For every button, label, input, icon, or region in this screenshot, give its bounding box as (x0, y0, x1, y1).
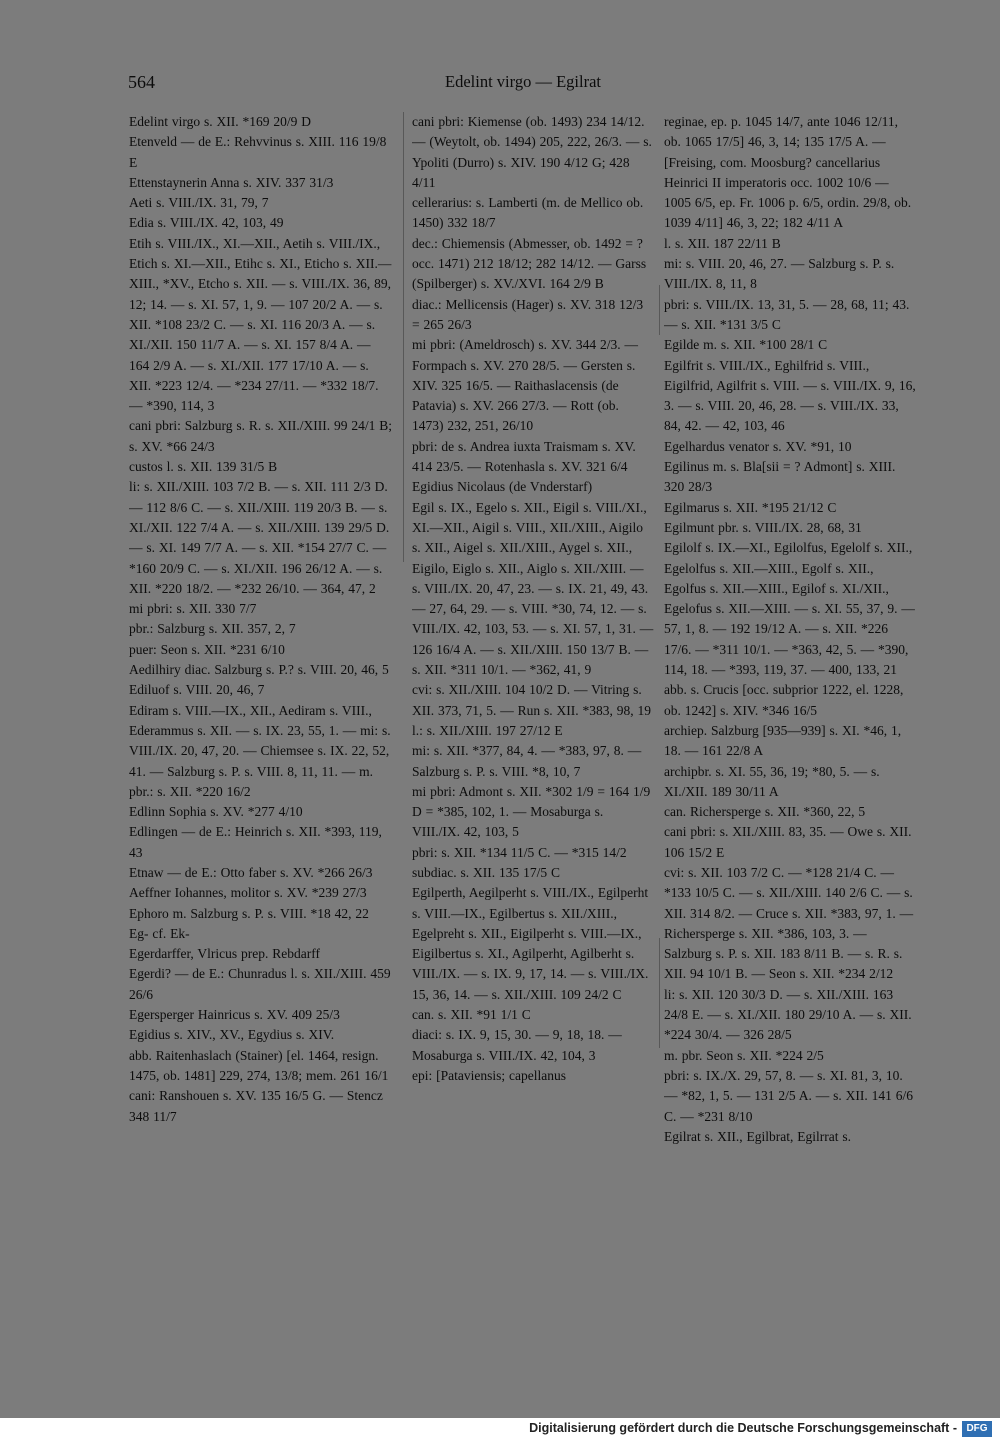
index-entry: Egerdi? — de E.: Chunradus l. s. XII./XIII. 459 26/6 (129, 966, 391, 1002)
index-entry: archipbr. s. XI. 55, 36, 19; *80, 5. — s. XI./XII. 189 30/11 A (664, 763, 880, 799)
index-entry: Egilinus m. s. Bla[sii = ? Admont] s. XIII. 320 28/3 (664, 459, 896, 495)
index-entry: Eg- cf. Ek- (129, 925, 190, 941)
index-entry: cani pbri: Salzburg s. R. s. XII./XIII. 99 24/1 B; s. XV. *66 24/3 (129, 418, 392, 454)
page-number: 564 (128, 72, 155, 92)
index-entry: mi pbri: Admont s. XII. *302 1/9 = 164 1/9 D = *385, 102, 1. — Mosaburga s. VIII./IX. 42, 103, 5 (412, 783, 651, 840)
index-entry: li: s. XII./XIII. 103 7/2 B. — s. XII. 111 2/3 D. — 112 8/6 C. — s. XII./XIII. 119 20/3 B. — s. XI./XII. 122 7/4 A. — s. XII./XIII. 139 29/5 D. — s. XI. 149 7/7 A. — s. XII. *154 27/7 C. — *160 20/9 C. — s. XI./XII. 196 26/12 A. — s. XII. *220 18/2. — *232 26/10. — 364, 47, 2 (129, 479, 390, 596)
index-entry: pbri: s. VIII./IX. 13, 31, 5. — 28, 68, 11; 43. — s. XII. *131 3/5 C (664, 296, 910, 332)
column-rule (659, 938, 660, 1048)
text-column-middle (412, 112, 654, 1277)
text-column-right (664, 112, 918, 1277)
index-entry: Edlingen — de E.: Heinrich s. XII. *393, 119, 43 (129, 824, 382, 860)
index-entry: cvi: s. XII. 103 7/2 C. — *128 21/4 C. — *133 10/5 C. — s. XII./XIII. 140 2/6 C. — s. XII. 314 8/2. — Cruce s. XII. *383, 97, 1. — Richersperge s. XII. *386, 103, 3. — Salzburg s. P. s. XII. 183 8/11 B. — s. R. s. XII. 94 10/1 B. — Seon s. XII. *234 2/12 (664, 864, 914, 982)
index-entry: cani: Ranshouen s. XV. 135 16/5 G. — Stencz 348 11/7 (129, 1088, 383, 1124)
index-entry: diac.: Mellicensis (Hager) s. XV. 318 12/3 = 265 26/3 (412, 296, 644, 332)
index-entry: custos l. s. XII. 139 31/5 B (129, 459, 278, 475)
index-entry: m. pbr. Seon s. XII. *224 2/5 (664, 1047, 824, 1063)
index-entry: subdiac. s. XII. 135 17/5 C (412, 864, 560, 880)
index-entry: Edelint virgo s. XII. *169 20/9 D (129, 114, 311, 129)
index-entry: reginae, ep. p. 1045 14/7, ante 1046 12/11, ob. 1065 17/5] 46, 3, 14; 135 17/5 A. — [Freising, com. Moosburg? cancellarius Heinrici II imperatoris occ. 1002 10/6 — 1005 6/5, ep. Fr. 1006 p. 6/5, ordin. 29/8, ob. 1039 4/11] 46, 3, 22; 182 4/11 A (664, 114, 912, 231)
index-entry: dec.: Chiemensis (Abmesser, ob. 1492 = ? occ. 1471) 212 18/12; 282 14/12. — Garss (Spilberger) s. XV./XVI. 164 2/9 B (412, 235, 647, 292)
index-entry: l.: s. XII./XIII. 197 27/12 E (412, 722, 563, 738)
footer-bar (0, 1418, 1000, 1440)
index-entry: can. s. XII. *91 1/1 C (412, 1007, 531, 1023)
running-title: Edelint virgo — Egilrat (445, 72, 601, 91)
index-entry: pbri: s. XII. *134 11/5 C. — *315 14/2 (412, 844, 627, 860)
index-entry: Aedilhiry diac. Salzburg s. P.? s. VIII. 20, 46, 5 (129, 662, 389, 678)
index-entry: diaci: s. IX. 9, 15, 30. — 9, 18, 18. — Mosaburga s. VIII./IX. 42, 104, 3 (412, 1027, 622, 1063)
index-entry: Egilmarus s. XII. *195 21/12 C (664, 499, 837, 515)
index-entry: Edlinn Sophia s. XV. *277 4/10 (129, 804, 303, 820)
index-entry: Egidius s. XIV., XV., Egydius s. XIV. (129, 1027, 335, 1043)
index-entry: Edia s. VIII./IX. 42, 103, 49 (129, 215, 284, 231)
index-entry: abb. Raitenhaslach (Stainer) [el. 1464, resign. 1475, ob. 1481] 229, 274, 13/8; mem. 261 16/1 (129, 1047, 389, 1083)
index-entry: mi pbri: s. XII. 330 7/7 (129, 601, 257, 617)
index-entry: Egelhardus venator s. XV. *91, 10 (664, 438, 852, 454)
index-entry: Ediluof s. VIII. 20, 46, 7 (129, 682, 265, 698)
page-header (128, 72, 918, 98)
index-entry: Etih s. VIII./IX., XI.—XII., Aetih s. VIII./IX., Etich s. XI.—XII., Etihc s. XI., Eticho s. XII.—XIII., *XV., Etcho s. XII. — s. VIII./IX. 36, 89, 12; 14. — s. XI. 57, 1, 9. — 107 20/2 A. — s. XII. *108 23/2 C. — s. XI. 116 20/3 A. — s. XI./XII. 150 11/7 A. — s. XI. 157 8/4 A. — 164 2/9 A. — s. XI./XII. 177 17/10 A. — s. XII. *223 12/4. — *234 27/11. — *332 18/7. — *390, 114, 3 (129, 235, 392, 414)
index-entry: Egilrat s. XII., Egilbrat, Egilrrat s. (664, 1128, 851, 1144)
index-entry: Ephoro m. Salzburg s. P. s. VIII. *18 42, 22 (129, 905, 369, 921)
index-entry: archiep. Salzburg [935—939] s. XI. *46, 1, 18. — 161 22/8 A (664, 722, 902, 759)
index-entry: Egil s. IX., Egelo s. XII., Eigil s. VIII./XI., XI.—XII., Aigil s. VIII., XII./XIII., Aigilo s. XII., Aigel s. XII./XIII., Aygel s. XII., Eigilo, Eiglo s. XII., Aiglo s. XII./XIII. — s. VIII./IX. 20, 47, 23. — s. IX. 21, 49, 43. — 27, 64, 29. — s. VIII. *30, 74, 12. — s. VIII./IX. 42, 103, 53. — s. XI. 57, 1, 31. — 126 16/4 A. — s. XII./XIII. 150 13/7 B. — s. XII. *311 10/1. — *362, 41, 9 (412, 499, 654, 678)
index-entry: pbr.: Salzburg s. XII. 357, 2, 7 (129, 621, 296, 637)
index-entry: Etenveld — de E.: Rehvvinus s. XIII. 116 19/8 E (129, 134, 387, 170)
index-entry: li: s. XII. 120 30/3 D. — s. XII./XIII. 163 24/8 E. — s. XI./XII. 180 29/10 A. — s. XII. *224 30/4. — 326 28/5 (664, 986, 912, 1043)
funding-notice: Digitalisierung gefördert durch die Deutsche Forschungsgemeinschaft - (529, 1421, 957, 1435)
index-entry: Egidius Nicolaus (de Vnderstarf) (412, 479, 593, 495)
index-entry: Aeffner Iohannes, molitor s. XV. *239 27/3 (129, 885, 367, 901)
index-entry: cellerarius: s. Lamberti (m. de Mellico ob. 1450) 332 18/7 (412, 195, 644, 231)
index-entry: Egilde m. s. XII. *100 28/1 C (664, 337, 828, 353)
index-entry: Egersperger Hainricus s. XV. 409 25/3 (129, 1007, 340, 1023)
index-entry: mi: s. XII. *377, 84, 4. — *383, 97, 8. — Salzburg s. P. s. VIII. *8, 10, 7 (412, 743, 642, 779)
index-entry: cani pbri: Kiemense (ob. 1493) 234 14/12. — (Weytolt, ob. 1494) 205, 222, 26/3. — s. Ypoliti (Durro) s. XIV. 190 4/12 G; 428 4/11 (412, 114, 652, 190)
index-entry: Egerdarffer, Vlricus prep. Rebdarff (129, 946, 321, 962)
index-entry: abb. s. Crucis [occ. subprior 1222, el. 1228, ob. 1242] s. XIV. *346 16/5 (664, 682, 904, 718)
index-entry: pbri: de s. Andrea iuxta Traismam s. XV. 414 23/5. — Rotenhasla s. XV. 321 6/4 (412, 438, 636, 475)
index-entry: pbri: s. IX./X. 29, 57, 8. — s. XI. 81, 3, 10. — *82, 1, 5. — 131 2/5 A. — s. XII. 141 6/6 C. — *231 8/10 (664, 1067, 913, 1124)
index-entry: puer: Seon s. XII. *231 6/10 (129, 641, 285, 657)
index-entry: Egilperth, Aegilperht s. VIII./IX., Egilperht s. VIII.—IX., Egilbertus s. XII./XIII., Egelpreht s. XII., Eigilperht s. VIII.—IX., Eigilbertus s. XI., Agilperht, Agilberht s. VIII./IX. — s. IX. 9, 17, 14. — s. VIII./IX. 15, 36, 14. — s. XII./XIII. 109 24/2 C (412, 885, 649, 1002)
index-entry: can. Richersperge s. XII. *360, 22, 5 (664, 804, 866, 820)
index-entry: Ediram s. VIII.—IX., XII., Aediram s. VIII., Ederammus s. XII. — s. IX. 23, 55, 1. — mi: s. VIII./IX. 20, 47, 20. — Chiemsee s. IX. 22, 52, 41. — Salzburg s. P. s. VIII. 8, 11, 11. — m. pbr.: s. XII. *220 16/2 (129, 702, 391, 799)
column-rule (403, 112, 404, 562)
index-entry: l. s. XII. 187 22/11 B (664, 235, 781, 251)
index-entry: Ettenstaynerin Anna s. XIV. 337 31/3 (129, 174, 334, 190)
index-entry: Etnaw — de E.: Otto faber s. XV. *266 26/3 (129, 864, 373, 880)
index-entry: Egilfrit s. VIII./IX., Eghilfrid s. VIII., Eigilfrid, Agilfrit s. VIII. — s. VIII./IX. 9, 16, 3. — s. VIII. 20, 46, 28. — s. VIII./IX. 33, 84, 42. — 42, 103, 46 (664, 357, 916, 434)
dfg-logo: DFG (962, 1421, 992, 1437)
column-rule (659, 285, 660, 335)
index-entry: Egilolf s. IX.—XI., Egilolfus, Egelolf s. XII., Egelolfus s. XII.—XIII., Egolf s. XII., Egolfus s. XII.—XIII., Egilof s. XI./XII., Egelofus s. XII.—XIII. — s. XI. 55, 37, 9. — 57, 1, 8. — 192 19/12 A. — s. XII. *226 17/6. — *311 10/1. — *363, 42, 5. — *390, 114, 18. — *393, 119, 37. — 400, 133, 21 (664, 540, 915, 678)
text-column-left (129, 112, 393, 1277)
index-entry: mi pbri: (Ameldrosch) s. XV. 344 2/3. — Formpach s. XV. 270 28/5. — Gersten s. XIV. 325 16/5. — Raithaslacensis (de Patavia) s. XV. 266 27/3. — Rott (ob. 1473) 232, 251, 26/10 (412, 337, 638, 434)
index-entry: Aeti s. VIII./IX. 31, 79, 7 (129, 195, 269, 211)
index-entry: mi: s. VIII. 20, 46, 27. — Salzburg s. P. s. VIII./IX. 8, 11, 8 (664, 256, 895, 292)
index-entry: Egilmunt pbr. s. VIII./IX. 28, 68, 31 (664, 519, 862, 535)
index-entry: cvi: s. XII./XIII. 104 10/2 D. — Vitring s. XII. 373, 71, 5. — Run s. XII. *383, 98, 19 (412, 682, 651, 718)
index-entry: cani pbri: s. XII./XIII. 83, 35. — Owe s. XII. 106 15/2 E (664, 824, 912, 860)
index-entry: epi: [Pataviensis; capellanus (412, 1067, 566, 1083)
